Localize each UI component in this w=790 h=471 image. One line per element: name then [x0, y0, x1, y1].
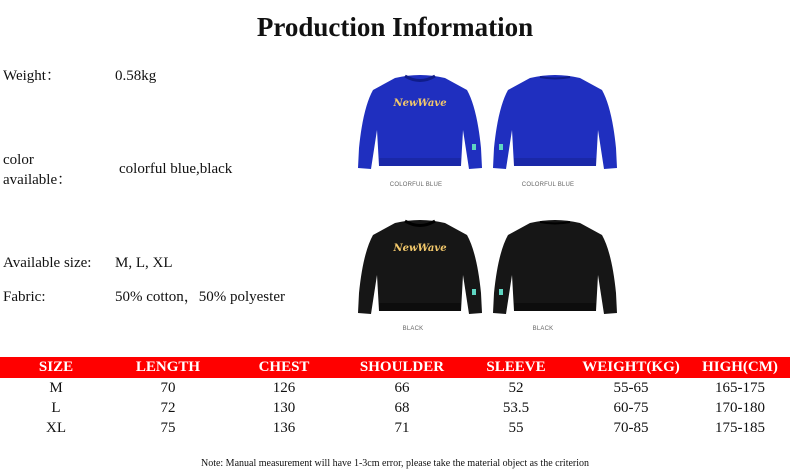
- size-table-header-row: [0, 357, 790, 378]
- cell-size: XL: [46, 419, 66, 436]
- cell-sleeve: 53.5: [502, 399, 530, 416]
- sweatshirt-body: [358, 220, 482, 314]
- cell-weight: 55-65: [613, 379, 649, 396]
- header-length: LENGTH: [112, 357, 224, 378]
- sweatshirt-blue-back-image: [490, 68, 620, 173]
- cell-high: 165-175: [715, 379, 765, 396]
- table-row: [0, 378, 790, 398]
- hem: [379, 303, 461, 311]
- sweatshirt-body: [358, 75, 482, 169]
- cell-chest: 126: [272, 379, 296, 396]
- sweatshirt-black-front-image: [355, 213, 485, 318]
- cell-weight: 70-85: [613, 419, 649, 436]
- weight-value: 0.58kg: [115, 68, 157, 84]
- size-table: [0, 357, 790, 438]
- page-title: Production Information: [256, 12, 534, 42]
- header-high: HIGH(CM): [690, 357, 790, 378]
- sweatshirt-body: [493, 75, 617, 169]
- cell-sleeve: 52: [508, 379, 524, 396]
- fabric-label: Fabric:: [3, 289, 46, 305]
- caption-blue-front: COLORFUL BLUE: [389, 182, 443, 188]
- size-value: M, L, XL: [115, 255, 173, 271]
- sweatshirt-body: [493, 220, 617, 314]
- cell-size: L: [51, 399, 61, 416]
- cell-weight: 60-75: [613, 399, 649, 416]
- cell-chest: 130: [272, 399, 296, 416]
- caption-black-back: BLACK: [532, 326, 554, 332]
- cell-high: 175-185: [715, 419, 765, 436]
- sweatshirt-front-icon: [355, 213, 485, 318]
- cell-length: 75: [160, 419, 176, 436]
- sweatshirt-back-icon: [490, 213, 620, 318]
- header-chest: CHEST: [224, 357, 344, 378]
- fabric-value: 50% cotton，50% polyester: [115, 289, 285, 305]
- cell-chest: 136: [272, 419, 296, 436]
- weight-label: Weight：: [3, 68, 61, 84]
- color-label-line1: color: [3, 152, 34, 168]
- cell-shoulder: 68: [394, 399, 410, 416]
- header-weight: WEIGHT(KG): [572, 357, 690, 378]
- table-row: [0, 398, 790, 418]
- caption-blue-back: COLORFUL BLUE: [521, 182, 575, 188]
- caption-black-front: BLACK: [402, 326, 424, 332]
- header-shoulder: SHOULDER: [344, 357, 460, 378]
- sweatshirt-blue-front-image: [355, 68, 485, 173]
- sweatshirt-back-icon: [490, 68, 620, 173]
- sweatshirt-logo: NewWave: [393, 243, 447, 254]
- measurement-note: Note: Manual measurement will have 1-3cm error, please take the material object as the criterion: [200, 458, 590, 469]
- sweatshirt-black-back-image: [490, 213, 620, 318]
- cell-sleeve: 55: [508, 419, 524, 436]
- hem: [514, 158, 596, 166]
- color-value: colorful blue,black: [119, 161, 233, 177]
- color-label-line2: available：: [3, 172, 73, 188]
- cell-shoulder: 66: [394, 379, 410, 396]
- cell-size: M: [49, 379, 63, 396]
- sweatshirt-front-icon: [355, 68, 485, 173]
- hem: [379, 158, 461, 166]
- hem: [514, 303, 596, 311]
- cell-length: 72: [160, 399, 176, 416]
- cell-length: 70: [160, 379, 176, 396]
- header-size: SIZE: [0, 357, 112, 378]
- cell-shoulder: 71: [394, 419, 410, 436]
- header-sleeve: SLEEVE: [460, 357, 572, 378]
- cell-high: 170-180: [715, 399, 765, 416]
- size-label: Available size:: [3, 255, 92, 271]
- table-row: [0, 418, 790, 438]
- sweatshirt-logo: NewWave: [393, 98, 447, 109]
